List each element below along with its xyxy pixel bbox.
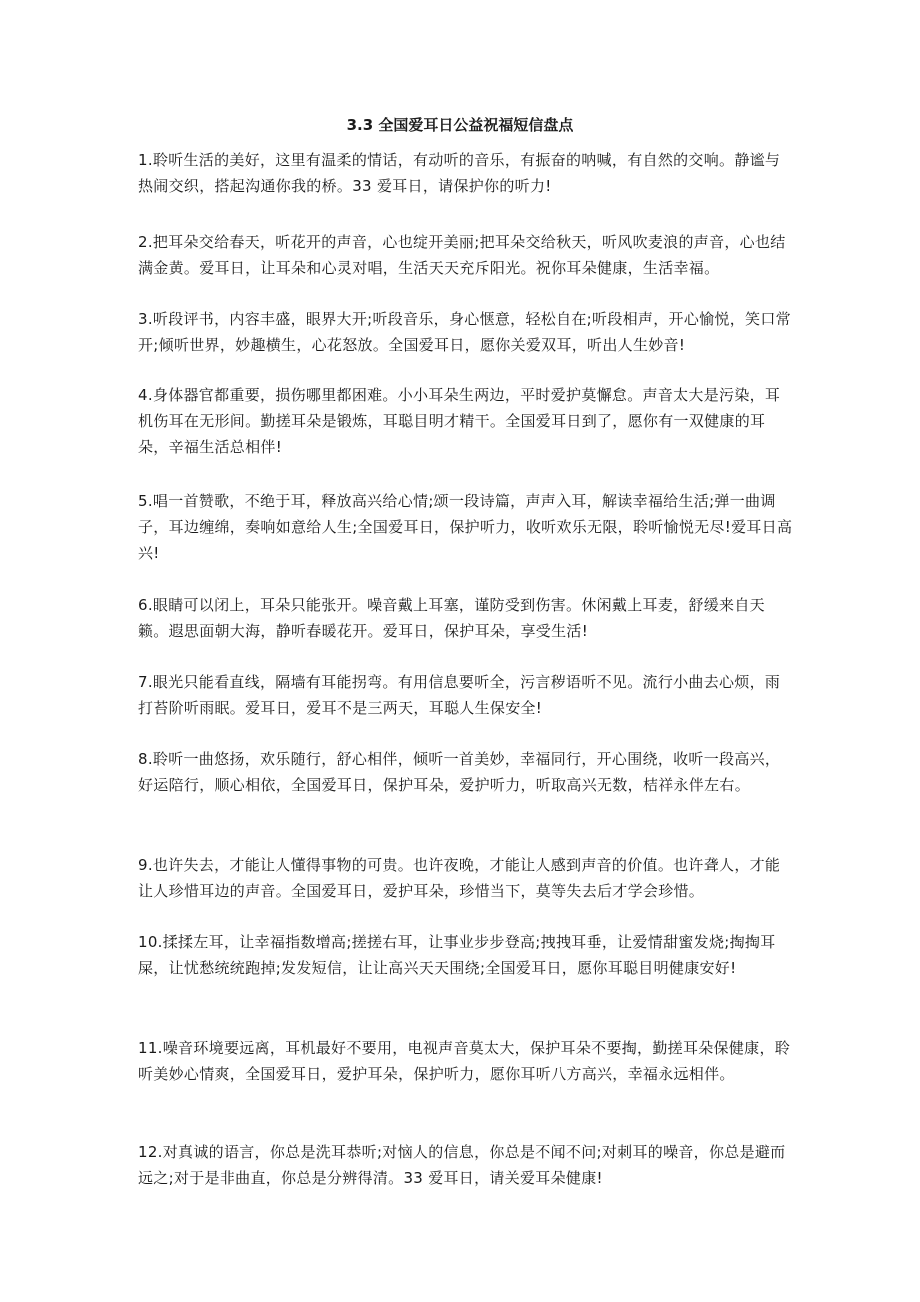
paragraph-1: 1.聆听生活的美好，这里有温柔的情话，有动听的音乐，有振奋的呐喊，有自然的交响。静谧与热闹交织，搭起沟通你我的桥。33 爱耳日，请保护你的听力! <box>138 151 781 195</box>
paragraph-10: 10.揉揉左耳，让幸福指数增高;搓搓右耳，让事业步步登高;拽拽耳垂，让爱情甜蜜发烧;掏掏耳屎，让忧愁统统跑掉;发发短信，让让高兴天天围绕;全国爱耳日，愿你耳聪目明健康安好! <box>138 933 776 977</box>
paragraph-8: 8.聆听一曲悠扬，欢乐随行，舒心相伴，倾听一首美妙，幸福同行，开心围绕，收听一段高兴，好运陪行，顺心相依，全国爱耳日，保护耳朵，爱护听力，听取高兴无数，桔祥永伴左右。 <box>138 750 781 794</box>
paragraph-7: 7.眼光只能看直线，隔墙有耳能拐弯。有用信息要听全，污言秽语听不见。流行小曲去心烦，雨打苔阶听雨眠。爱耳日，爱耳不是三两天，耳聪人生保安全! <box>138 673 781 717</box>
paragraph-12: 12.对真诚的语言，你总是洗耳恭听;对恼人的信息，你总是不闻不问;对刺耳的噪音，你总是避而远之;对于是非曲直，你总是分辨得清。33 爱耳日，请关爱耳朵健康! <box>138 1143 786 1187</box>
page-title: 3.3 全国爱耳日公益祝福短信盘点 <box>346 116 574 134</box>
paragraph-9: 9.也许失去，才能让人懂得事物的可贵。也许夜晚，才能让人感到声音的价值。也许聋人，才能让人珍惜耳边的声音。全国爱耳日，爱护耳朵，珍惜当下，莫等失去后才学会珍惜。 <box>138 856 781 900</box>
paragraph-2: 2.把耳朵交给春天，听花开的声音，心也绽开美丽;把耳朵交给秋天，听风吹麦浪的声音，心也结满金黄。爱耳日，让耳朵和心灵对唱，生活天天充斥阳光。祝你耳朵健康，生活幸福。 <box>138 233 786 277</box>
paragraph-5: 5.唱一首赞歌，不绝于耳，释放高兴给心情;颂一段诗篇，声声入耳，解读幸福给生活;弹一曲调子，耳边缠绵，奏响如意给人生;全国爱耳日，保护听力，收听欢乐无限，聆听愉悦无尽!爱耳日高兴! <box>138 492 793 562</box>
paragraph-4: 4.身体器官都重要，损伤哪里都困难。小小耳朵生两边，平时爱护莫懈怠。声音太大是污染，耳机伤耳在无形间。勤搓耳朵是锻炼，耳聪目明才精干。全国爱耳日到了，愿你有一双健康的耳朵，辛福生活总相伴! <box>138 386 781 456</box>
paragraph-6: 6.眼睛可以闭上，耳朵只能张开。噪音戴上耳塞，谨防受到伤害。休闲戴上耳麦，舒缓来自天籁。遐思面朝大海，静听春暖花开。爱耳日，保护耳朵，享受生活! <box>138 596 765 640</box>
paragraph-3: 3.听段评书，内容丰盛，眼界大开;听段音乐，身心惬意，轻松自在;听段相声，开心愉悦，笑口常开;倾听世界，妙趣横生，心花怒放。全国爱耳日，愿你关爱双耳，听出人生妙音! <box>138 310 791 354</box>
paragraph-11: 11.噪音环境要远离，耳机最好不要用，电视声音莫太大，保护耳朵不要掏，勤搓耳朵保健康，聆听美妙心情爽，全国爱耳日，爱护耳朵，保护听力，愿你耳听八方高兴，幸福永远相伴。 <box>138 1039 791 1083</box>
